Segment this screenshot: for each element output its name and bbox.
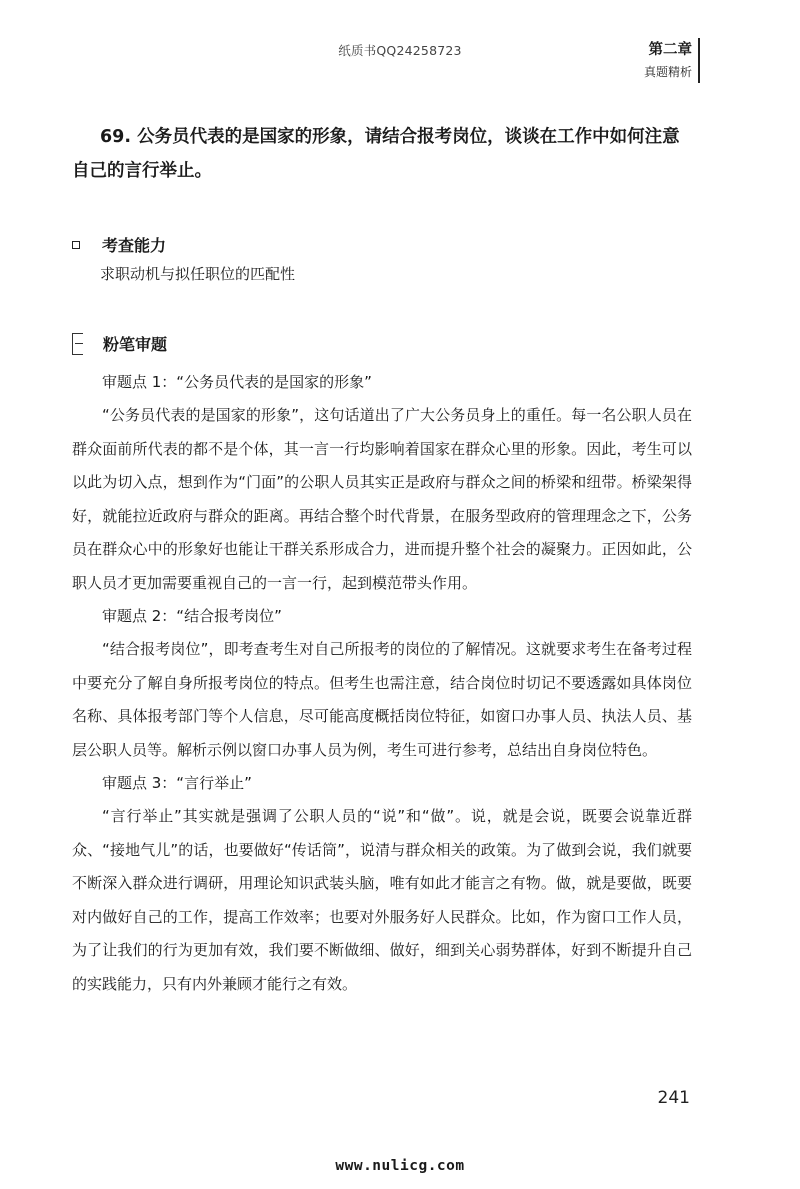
square-bullet-icon: [72, 241, 80, 249]
ability-heading: [72, 233, 166, 256]
chapter-header: [620, 40, 692, 81]
chapter-title: 第二章: [648, 42, 692, 58]
point-body-3: “言行举止”其实就是强调了公职人员的“说”和“做”。说，就是会说，既要会说靠近群众、“接地气儿”的话，也要做好“传话筒”，说清与群众相关的政策。为了做到会说，我们就要不断深入群众进行调研，用理论知识武装头脑，唯有如此才能言之有物。做，就是要做，既要对内做好自己的工作，提高工作效率；也要对外服务好人民群众。比如，作为窗口工作人员，为了让我们的行为更加有效，我们要不断做细、做好，细到关心弱势群体，好到不断提升自己的实践能力，只有内外兼顾才能行之有效。: [72, 807, 692, 993]
bracket-bullet-icon: [72, 333, 83, 355]
footer-watermark: www.nulicg.com: [335, 1158, 465, 1174]
point-body-1: “公务员代表的是国家的形象”，这句话道出了广大公务员身上的重任。每一名公职人员在群众面前所代表的都不是个体，其一言一行均影响着国家在群众心里的形象。因此，考生可以以此为切入点，想到作为“门面”的公职人员其实正是政府与群众之间的桥梁和纽带。桥梁架得好，就能拉近政府与群众的距离。再结合整个时代背景，在服务型政府的管理理念之下，公务员在群众心中的形象好也能让干群关系形成合力，进而提升整个社会的凝聚力。正因如此，公职人员才更加需要重视自己的一言一行，起到模范带头作用。: [72, 406, 692, 592]
question-text: 69. 公务员代表的是国家的形象，请结合报考岗位，谈谈在工作中如何注意自己的言行举止。: [72, 127, 680, 181]
ability-heading-text: 考查能力: [102, 236, 167, 255]
point-title-3: 审题点 3：“言行举止”: [102, 774, 252, 792]
chapter-divider: [698, 38, 700, 83]
point-title-1: 审题点 1：“公务员代表的是国家的形象”: [102, 373, 372, 391]
ability-content: 求职动机与拟任职位的匹配性: [100, 265, 296, 283]
header-watermark: 纸质书QQ24258723: [338, 43, 462, 58]
analysis-heading: [72, 332, 167, 355]
analysis-body: [72, 366, 692, 1001]
analysis-heading-text: 粉笔审题: [103, 335, 168, 354]
point-title-2: 审题点 2：“结合报考岗位”: [102, 607, 282, 625]
point-body-2: “结合报考岗位”，即考查考生对自己所报考的岗位的了解情况。这就要求考生在备考过程中要充分了解自身所报考岗位的特点。但考生也需注意，结合岗位时切记不要透露如具体岗位名称、具体报考部门等个人信息，尽可能高度概括岗位特征，如窗口办事人员、执法人员、基层公职人员等。解析示例以窗口办事人员为例，考生可进行参考，总结出自身岗位特色。: [72, 640, 692, 759]
page-number: 241: [657, 1088, 690, 1108]
chapter-subtitle: 真题精析: [643, 65, 692, 79]
